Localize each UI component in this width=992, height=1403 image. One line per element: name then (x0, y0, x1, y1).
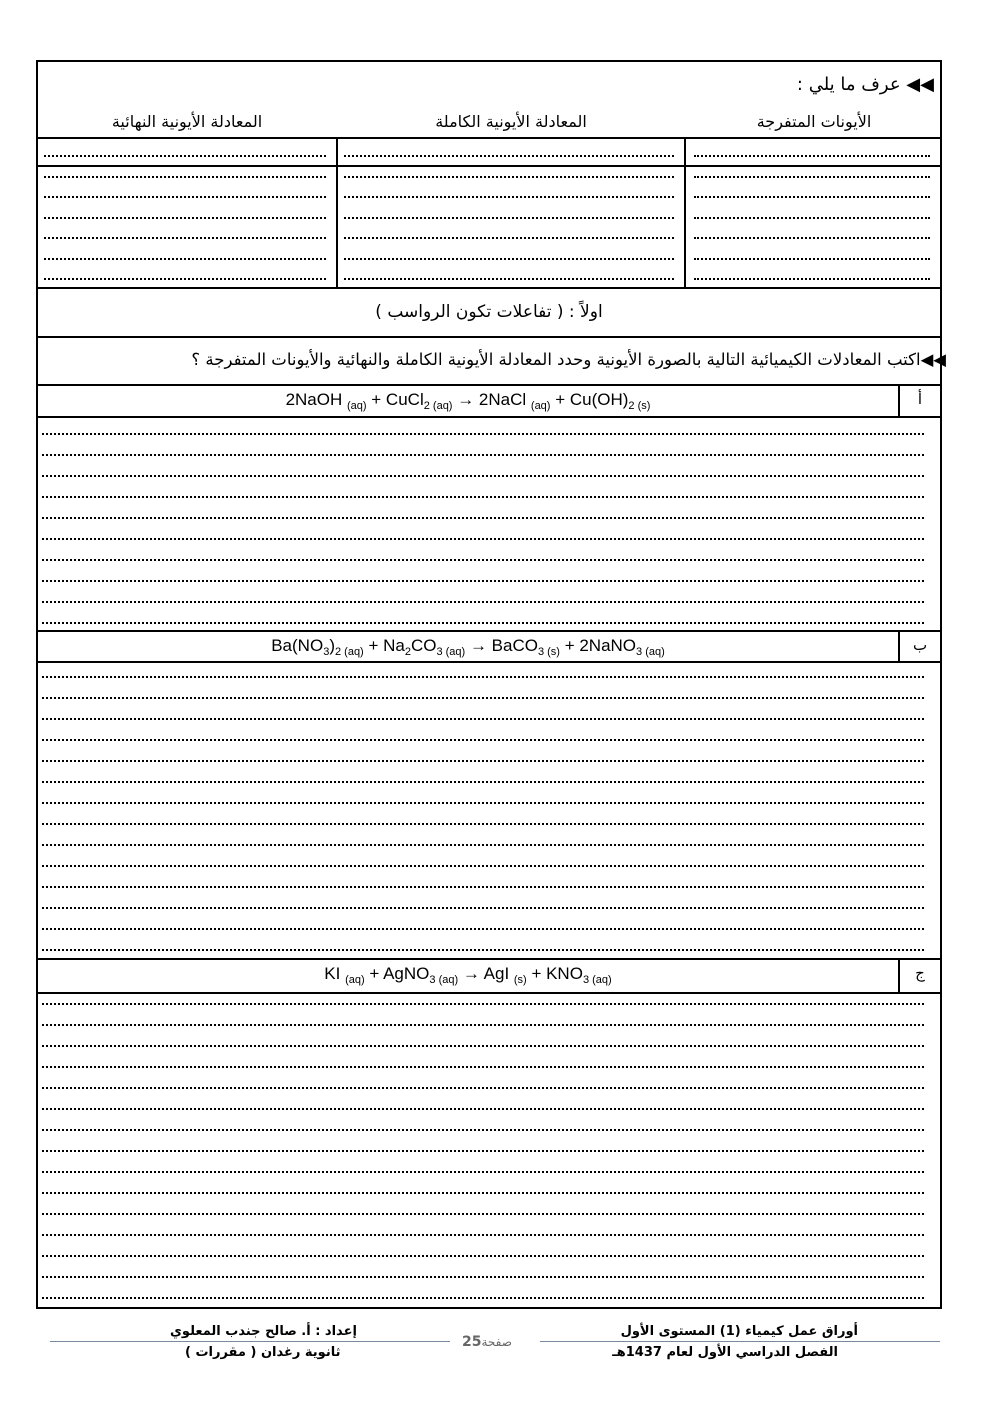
worksheet-frame (36, 60, 942, 1309)
equation-subscript: 2 (aq) (423, 400, 453, 412)
equation-subscript: 3 (323, 646, 330, 658)
answer-line[interactable] (344, 237, 674, 239)
answer-line[interactable] (42, 844, 924, 846)
answer-line[interactable] (44, 217, 326, 219)
answer-line[interactable] (44, 176, 326, 178)
question-letter: أ (917, 390, 923, 408)
answer-line[interactable] (42, 1297, 924, 1299)
answer-line[interactable] (42, 739, 924, 741)
equation-text: → 2NaCl (452, 390, 531, 409)
divider (36, 992, 942, 994)
answer-line[interactable] (42, 433, 924, 435)
answer-line[interactable] (694, 155, 930, 157)
answer-line[interactable] (42, 865, 924, 867)
column-header-net-ionic: المعادلة الأيونية النهائية (111, 112, 263, 131)
equation-subscript: 3 (aq) (582, 974, 612, 986)
equation-text: → BaCO (465, 636, 538, 655)
divider (36, 384, 942, 386)
answer-line[interactable] (42, 1087, 924, 1089)
double-arrow-icon: ◀◀ (900, 74, 934, 95)
define-prompt-text: عرف ما يلي : (796, 74, 901, 95)
chemical-equation (38, 964, 898, 986)
answer-line[interactable] (42, 886, 924, 888)
answer-line[interactable] (42, 475, 924, 477)
answer-line[interactable] (42, 1003, 924, 1005)
answer-line[interactable] (42, 823, 924, 825)
equation-text: + 2NaNO (559, 636, 637, 655)
answer-line[interactable] (344, 155, 674, 157)
answer-line[interactable] (42, 802, 924, 804)
divider (36, 287, 942, 289)
answer-line[interactable] (42, 928, 924, 930)
answer-line[interactable] (42, 1192, 924, 1194)
equation-text: + CuCl (366, 390, 424, 409)
answer-line[interactable] (42, 538, 924, 540)
instruction (191, 350, 946, 369)
equation-subscript: 2 (s) (628, 400, 651, 412)
answer-line[interactable] (42, 697, 924, 699)
footer-school: ثانوية رغدان ( مقررات ) (185, 1345, 341, 1360)
equation-text: + AgNO (364, 964, 430, 983)
answer-line[interactable] (344, 258, 674, 260)
equation-text: KI (324, 964, 346, 983)
answer-line[interactable] (42, 1150, 924, 1152)
divider (36, 336, 942, 338)
answer-line[interactable] (42, 1045, 924, 1047)
double-arrow-icon: ◀◀ (920, 350, 946, 369)
equation-text: + Na (363, 636, 405, 655)
answer-line[interactable] (42, 496, 924, 498)
answer-line[interactable] (42, 1066, 924, 1068)
answer-line[interactable] (344, 278, 674, 280)
answer-line[interactable] (42, 1129, 924, 1131)
divider (36, 137, 942, 139)
answer-line[interactable] (42, 1255, 924, 1257)
footer-author: إعداد : أ. صالح جندب المعلوي (170, 1324, 357, 1339)
answer-line[interactable] (694, 237, 930, 239)
answer-line[interactable] (42, 454, 924, 456)
answer-line[interactable] (694, 258, 930, 260)
answer-line[interactable] (42, 622, 924, 624)
equation-subscript: 3 (aq) (429, 974, 459, 986)
answer-line[interactable] (694, 278, 930, 280)
equation-text: + KNO (526, 964, 583, 983)
page-label: صفحة (481, 1335, 512, 1349)
answer-line[interactable] (344, 176, 674, 178)
divider (36, 165, 942, 167)
equation-subscript: 3 (s) (537, 646, 560, 658)
answer-line[interactable] (42, 1234, 924, 1236)
page-number (462, 1334, 512, 1350)
question-letter: ب (912, 636, 928, 654)
footer-rule (540, 1341, 940, 1342)
chemical-equation (38, 390, 898, 412)
answer-line[interactable] (42, 1276, 924, 1278)
answer-line[interactable] (44, 278, 326, 280)
equation-subscript: (aq) (530, 400, 551, 412)
answer-line[interactable] (42, 907, 924, 909)
answer-line[interactable] (42, 559, 924, 561)
instruction-text: اكتب المعادلات الكيميائية التالية بالصورة الأيونية وحدد المعادلة الأيونية الكاملة والنهائية والأيونات المتفرجة ؟ (191, 350, 921, 369)
equation-subscript: (aq) (345, 974, 365, 986)
column-header-complete-ionic: المعادلة الأيونية الكاملة (435, 112, 587, 131)
equation-text: ) (329, 636, 335, 655)
divider (36, 416, 942, 418)
answer-line[interactable] (694, 196, 930, 198)
answer-line[interactable] (42, 1213, 924, 1215)
answer-line[interactable] (694, 217, 930, 219)
footer-term: الفصل الدراسي الأول لعام 1437هـ (612, 1345, 838, 1360)
answer-line[interactable] (44, 237, 326, 239)
page-number-value: 25 (462, 1334, 482, 1350)
answer-line[interactable] (42, 517, 924, 519)
equation-subscript: (aq) (347, 400, 367, 412)
answer-line[interactable] (44, 258, 326, 260)
equation-text: 2NaOH (285, 390, 347, 409)
column-header-spectator-ions: الأيونات المتفرجة (756, 112, 872, 131)
equation-subscript: (s) (513, 974, 527, 986)
answer-line[interactable] (42, 760, 924, 762)
equation-subscript: 3 (aq) (636, 646, 665, 658)
equation-subscript: 2 (aq) (334, 646, 364, 658)
column-divider (684, 138, 686, 288)
answer-line[interactable] (694, 176, 930, 178)
answer-line[interactable] (44, 196, 326, 198)
answer-line[interactable] (42, 676, 924, 678)
equation-text: → AgI (458, 964, 514, 983)
answer-line[interactable] (344, 196, 674, 198)
answer-line[interactable] (42, 580, 924, 582)
answer-line[interactable] (42, 1024, 924, 1026)
footer-rule (50, 1341, 450, 1342)
divider (36, 630, 942, 632)
answer-line[interactable] (344, 217, 674, 219)
chemical-equation (38, 636, 898, 658)
footer-title: أوراق عمل كيمياء (1) المستوى الأول (620, 1324, 858, 1339)
divider (36, 958, 942, 960)
answer-line[interactable] (42, 718, 924, 720)
column-divider (336, 138, 338, 288)
equation-text: Ba(NO (271, 636, 324, 655)
section-title: اولاً : ( تفاعلات تكون الرواسب ) (375, 302, 603, 322)
equation-subscript: 2 (404, 646, 411, 658)
answer-line[interactable] (42, 781, 924, 783)
equation-text: CO (410, 636, 437, 655)
answer-line[interactable] (42, 949, 924, 951)
equation-subscript: 3 (aq) (436, 646, 466, 658)
equation-text: + Cu(OH) (550, 390, 629, 409)
answer-line[interactable] (42, 1108, 924, 1110)
answer-line[interactable] (42, 1171, 924, 1173)
answer-line[interactable] (44, 155, 326, 157)
question-letter: ج (915, 964, 925, 982)
answer-line[interactable] (42, 601, 924, 603)
define-prompt (797, 74, 934, 95)
divider (36, 661, 942, 663)
